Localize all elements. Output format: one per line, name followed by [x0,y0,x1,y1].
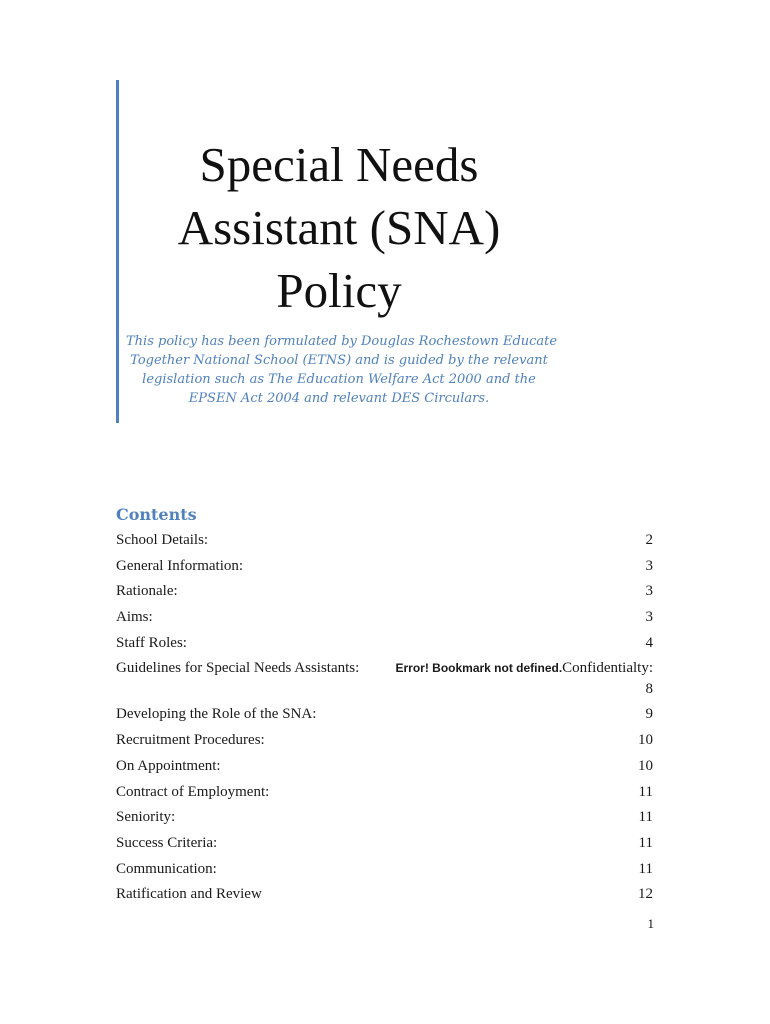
toc-page-number: 11 [638,809,653,826]
toc-entry-developing-role[interactable] [116,704,653,730]
toc-label: Rationale: [116,583,178,600]
toc-label: School Details: [116,532,209,548]
toc-page-number: 4 [645,634,653,651]
subtitle-line: EPSEN Act 2004 and relevant DES Circulars. [188,391,490,406]
toc-page-number: 11 [638,860,653,877]
page-number: 1 [647,916,654,931]
title-line: Assistant (SNA) [177,200,501,255]
toc-entry-seniority[interactable] [116,807,653,833]
toc-label: Staff Roles: [116,634,187,651]
toc-label: Seniority: [116,809,176,826]
subtitle-line: legislation such as The Education Welfare Act 2000 and the [142,372,536,387]
toc-label: Ratification and Review [116,886,262,903]
toc-label: Guidelines for Special Needs Assistants: [116,660,360,677]
toc-page-number: 3 [645,609,653,626]
subtitle-line: This policy has been formulated by Douglas Rochestown Educate [126,334,558,349]
toc-entry-ratification-review[interactable] [116,884,653,910]
toc-entry-aims[interactable] [116,607,653,633]
toc-entry-school-details[interactable] [116,530,653,556]
toc-entry-communication[interactable] [116,859,653,885]
toc-page-number: 11 [638,783,653,800]
toc-label: Recruitment Procedures: [116,732,265,749]
toc-label: Contract of Employment: [116,783,270,800]
toc-page-number: 3 [645,583,653,600]
toc-entry-rationale[interactable] [116,581,653,607]
subtitle-line: Together National School (ETNS) and is guided by the relevant [130,353,548,368]
toc-page-number: 8 [645,681,653,698]
document-subtitle [126,332,558,408]
toc-label: Developing the Role of the SNA: [116,706,317,723]
toc-page-number: 2 [645,532,653,548]
toc-label: Confidentialty: [562,660,653,677]
toc-page-number: 11 [638,834,653,851]
toc-page-number: 10 [638,732,653,749]
toc-label: Communication: [116,860,217,877]
toc-label: Success Criteria: [116,834,218,851]
toc-entry-contract-of-employment[interactable] [116,782,653,808]
toc-label: On Appointment: [116,757,221,774]
title-line: Special Needs [199,137,479,192]
toc-page-number: 12 [638,886,653,903]
toc-broken-reference [395,658,653,679]
toc-page-number: 3 [645,557,653,574]
bookmark-error-text: Error! Bookmark not defined. [395,661,563,676]
contents-heading: Contents [116,505,197,524]
toc-entry-staff-roles[interactable] [116,633,653,659]
toc-page-number: 10 [638,757,653,774]
document-title [130,133,548,322]
toc-entry-success-criteria[interactable] [116,833,653,859]
toc-entry-on-appointment[interactable] [116,756,653,782]
table-of-contents [116,530,653,910]
toc-page-number: 9 [645,706,653,723]
toc-label: General Information: [116,557,244,574]
toc-entry-recruitment-procedures[interactable] [116,730,653,756]
toc-label: Aims: [116,609,153,626]
toc-entry-guidelines-confidentiality[interactable] [116,658,653,704]
toc-entry-general-information[interactable] [116,556,653,582]
title-line: Policy [276,263,402,318]
cover-accent-bar [116,80,119,423]
